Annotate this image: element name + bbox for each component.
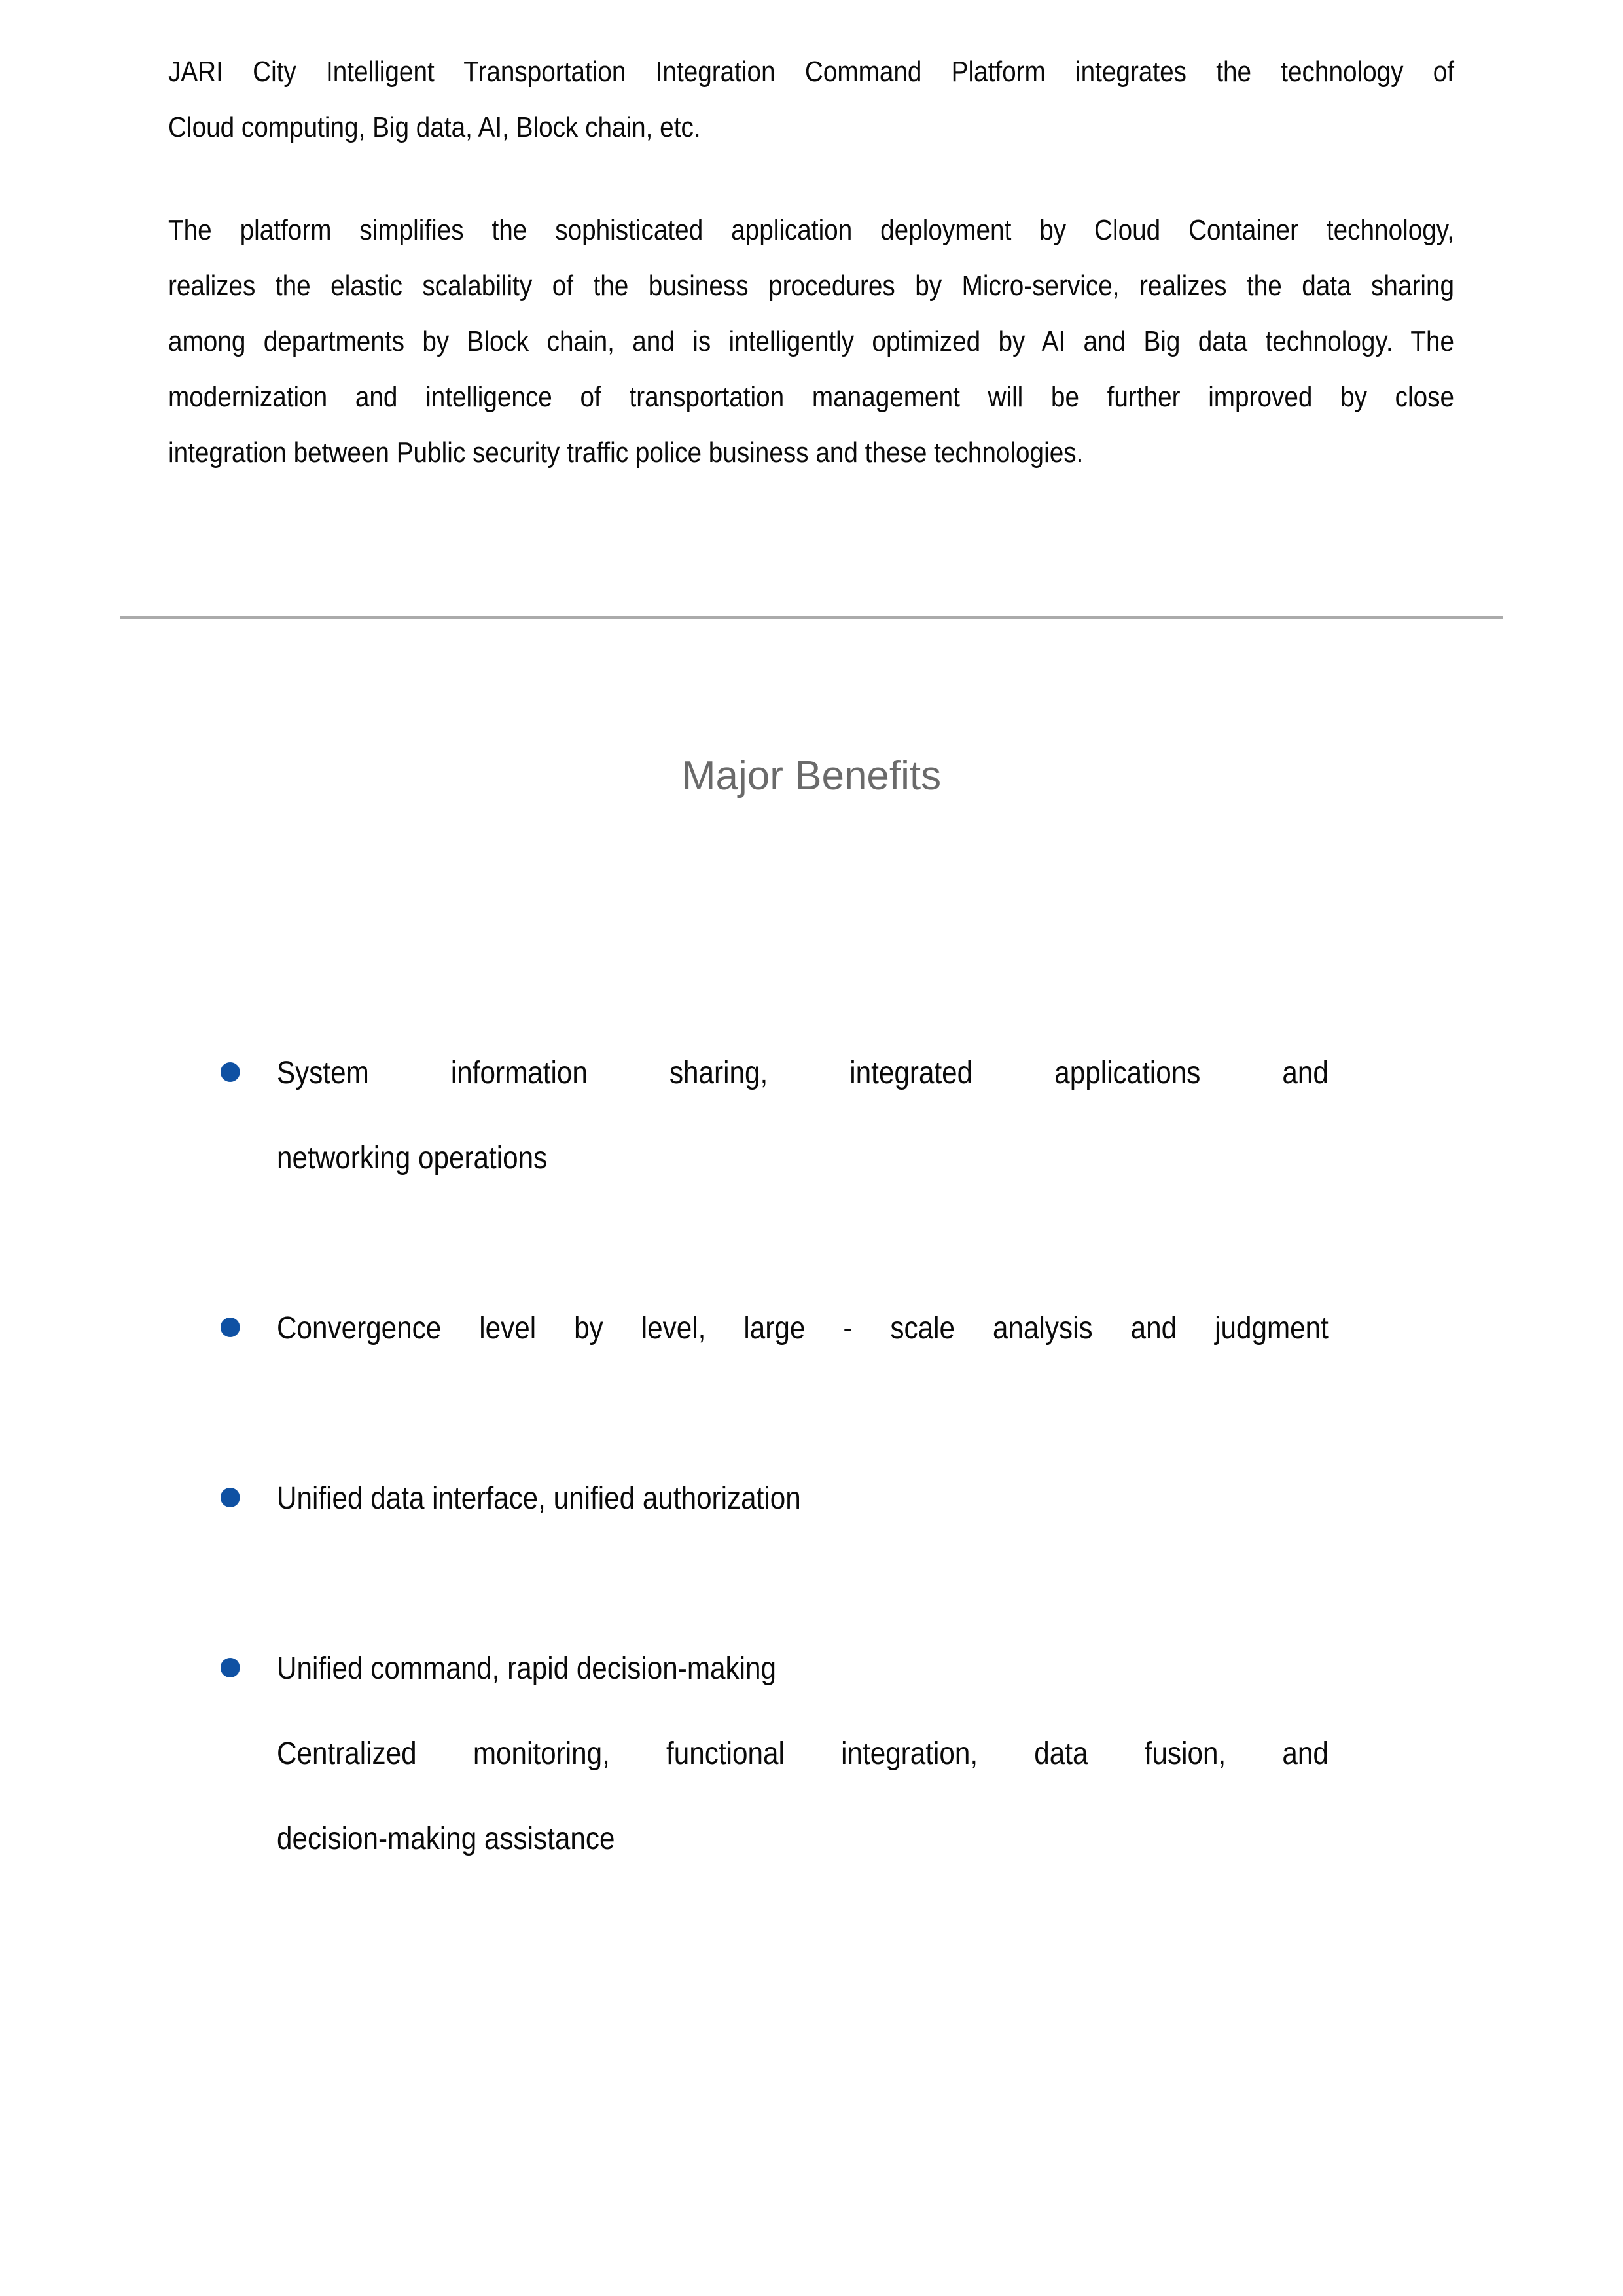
section-title: Major Benefits — [681, 753, 942, 798]
text-line: JARI City Intelligent Transportation Integration Command Platform integrates the technology of — [168, 56, 1455, 88]
text-line: System information sharing, integrated applications and — [277, 1056, 1329, 1090]
intro-paragraph-2 — [168, 202, 1454, 480]
text-line: decision-making assistance — [277, 1821, 615, 1856]
text-line: modernization and intelligence of transportation management will be further improved by close — [168, 381, 1455, 413]
text-line: Cloud computing, Big data, AI, Block chain, etc. — [168, 111, 701, 143]
intro-paragraph-1 — [168, 44, 1454, 155]
bullet-icon — [221, 1658, 240, 1677]
text-line: realizes the elastic scalability of the business procedures by Micro-service, realizes the data sharing — [168, 270, 1455, 302]
text-line: Unified command, rapid decision-making — [277, 1651, 777, 1686]
benefit-item — [277, 1286, 1329, 1371]
bullet-icon — [221, 1488, 240, 1507]
text-line: integration between Public security traffic police business and these technologies. — [168, 437, 1084, 469]
benefits-list — [277, 1031, 1329, 1882]
text-line: The platform simplifies the sophisticated application deployment by Cloud Container technology, — [168, 214, 1455, 246]
bullet-icon — [221, 1062, 240, 1082]
text-line: among departments by Block chain, and is intelligently optimized by AI and Big data technology. The — [168, 325, 1455, 357]
section-divider — [120, 616, 1503, 619]
text-line: Centralized monitoring, functional integration, data fusion, and — [277, 1736, 1329, 1771]
text-line: Unified data interface, unified authorization — [277, 1481, 801, 1516]
benefit-item — [277, 1456, 1329, 1541]
text-line: Convergence level by level, large - scale analysis and judgment — [277, 1311, 1329, 1346]
text-line: networking operations — [277, 1141, 548, 1175]
benefit-item — [277, 1626, 1329, 1882]
benefit-item — [277, 1031, 1329, 1201]
bullet-icon — [221, 1318, 240, 1337]
